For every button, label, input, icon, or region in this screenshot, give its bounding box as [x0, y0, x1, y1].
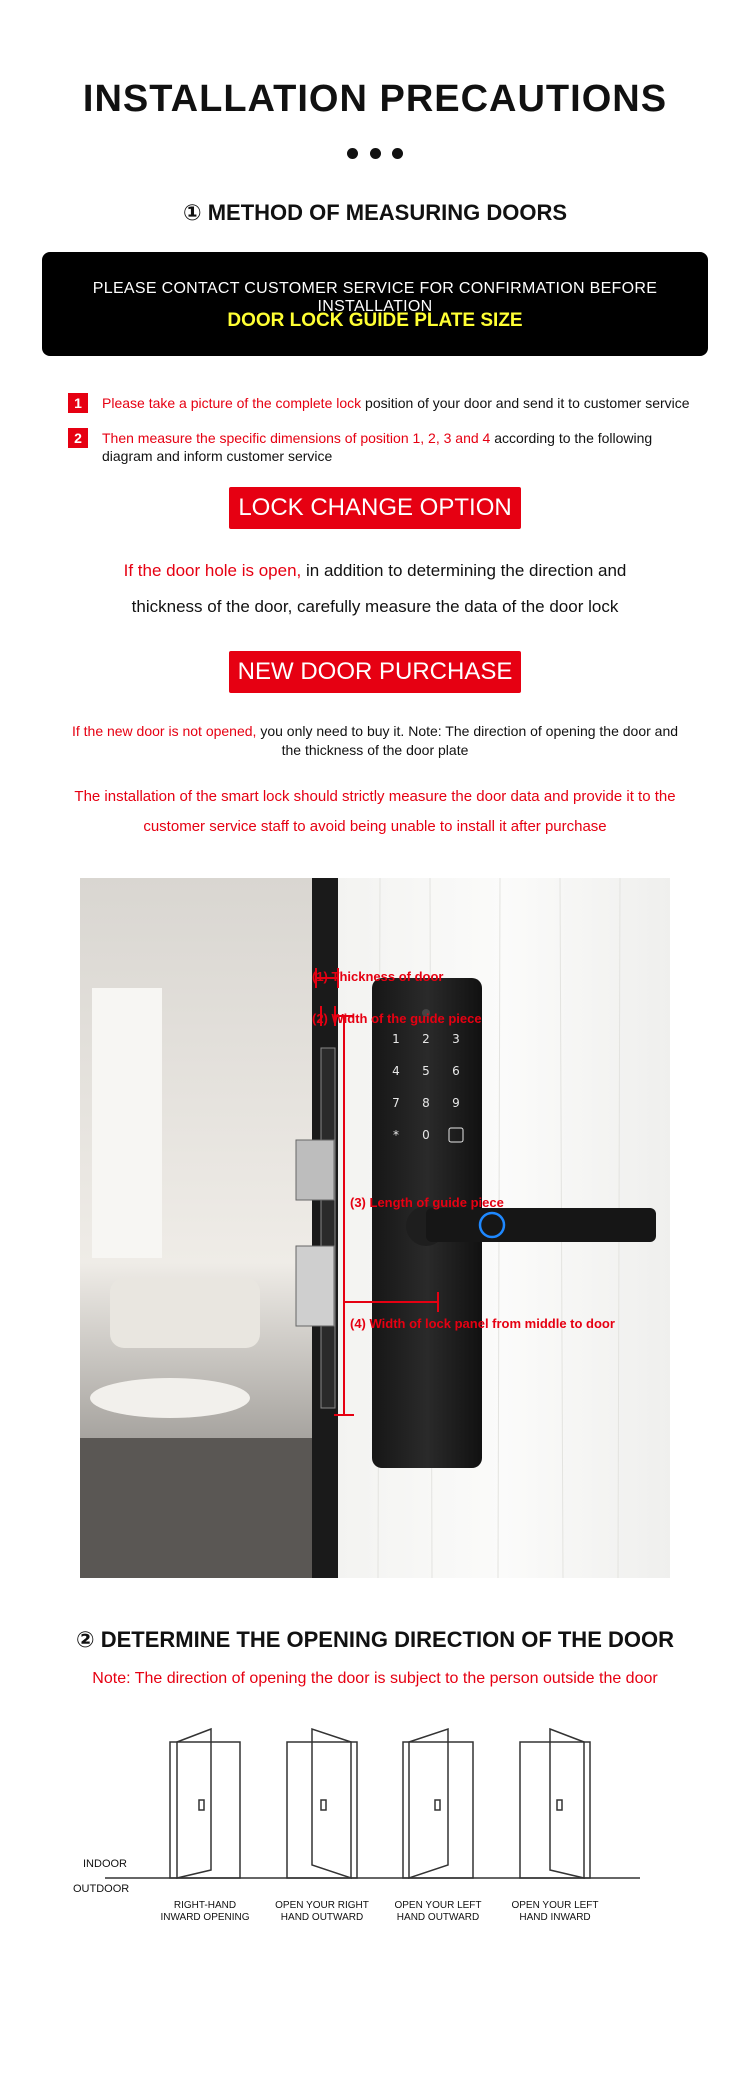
- svg-text:9: 9: [452, 1096, 460, 1110]
- door-caption: OPEN YOUR LEFT HAND INWARD: [511, 1900, 599, 1923]
- measurement-label-1: (1) Thickness of door: [312, 969, 444, 984]
- measurement-label-4: (4) Width of lock panel from middle to door: [350, 1316, 615, 1331]
- step-number-badge: 1: [68, 393, 88, 413]
- direction-note: Note: The direction of opening the door is subject to the person outside the door: [92, 1670, 658, 1687]
- indoor-label: INDOOR: [83, 1858, 127, 1870]
- dots-divider: [347, 148, 403, 162]
- notice-box: [42, 252, 708, 356]
- svg-text:6: 6: [452, 1064, 460, 1078]
- measurement-label-2: (2) Width of the guide piece: [312, 1011, 482, 1026]
- installation-warning: The installation of the smart lock should strictly measure the door data and provide it to the customer service staff to avoid being unable to install it after purchase: [74, 788, 676, 835]
- lock-change-banner: LOCK CHANGE OPTION: [229, 487, 521, 529]
- door-caption: OPEN YOUR LEFT HAND OUTWARD: [394, 1900, 482, 1923]
- sofa: [110, 1278, 260, 1348]
- step-text: Please take a picture of the complete lock position of your door and send it to customer service: [102, 395, 690, 411]
- lock-change-description: If the door hole is open, in addition to determining the direction and thickness of the door, carefully measure the data of the door lock: [123, 561, 627, 616]
- door-caption: RIGHT-HAND INWARD OPENING: [160, 1900, 250, 1923]
- door-drawings: [95, 1720, 655, 1890]
- step-number-badge: 2: [68, 428, 88, 448]
- coffee-table: [90, 1378, 250, 1418]
- new-door-banner: NEW DOOR PURCHASE: [229, 651, 521, 693]
- rug: [80, 1438, 312, 1578]
- guide-plate: [321, 1048, 335, 1408]
- svg-text:4: 4: [392, 1064, 400, 1078]
- page-title: INSTALLATION PRECAUTIONS: [82, 78, 668, 120]
- notice-line: PLEASE CONTACT CUSTOMER SERVICE FOR CONFIRMATION BEFORE INSTALLATION: [92, 280, 658, 315]
- svg-text:8: 8: [422, 1096, 430, 1110]
- new-door-description: If the new door is not opened, you only need to buy it. Note: The direction of opening the door and the thickness of the door plate: [71, 723, 679, 758]
- step-text: Then measure the specific dimensions of position 1, 2, 3 and 4 according to the following diagram and inform customer service: [102, 430, 653, 464]
- svg-text:5: 5: [422, 1064, 430, 1078]
- svg-text:0: 0: [422, 1128, 430, 1142]
- svg-text:2: 2: [422, 1032, 430, 1046]
- door-lock-measurement-photo: [80, 878, 670, 1578]
- svg-text:3: 3: [452, 1032, 460, 1046]
- svg-text:*: *: [393, 1128, 399, 1142]
- svg-text:7: 7: [392, 1096, 400, 1110]
- section-heading-measuring: ① METHOD OF MEASURING DOORS: [182, 200, 568, 225]
- measurement-label-3: (3) Length of guide piece: [350, 1195, 504, 1210]
- outdoor-label: OUTDOOR: [73, 1883, 130, 1895]
- latch-bolt: [296, 1140, 334, 1200]
- section-heading-direction: ② DETERMINE THE OPENING DIRECTION OF THE DOOR: [76, 1627, 674, 1652]
- notice-highlight: DOOR LOCK GUIDE PLATE SIZE: [227, 310, 523, 331]
- door-caption: OPEN YOUR RIGHT HAND OUTWARD: [275, 1900, 369, 1923]
- handle-lever: [426, 1208, 656, 1242]
- dead-bolt: [296, 1246, 334, 1326]
- window: [92, 988, 162, 1258]
- door-direction-diagram: [73, 1720, 655, 1940]
- svg-text:1: 1: [392, 1032, 400, 1046]
